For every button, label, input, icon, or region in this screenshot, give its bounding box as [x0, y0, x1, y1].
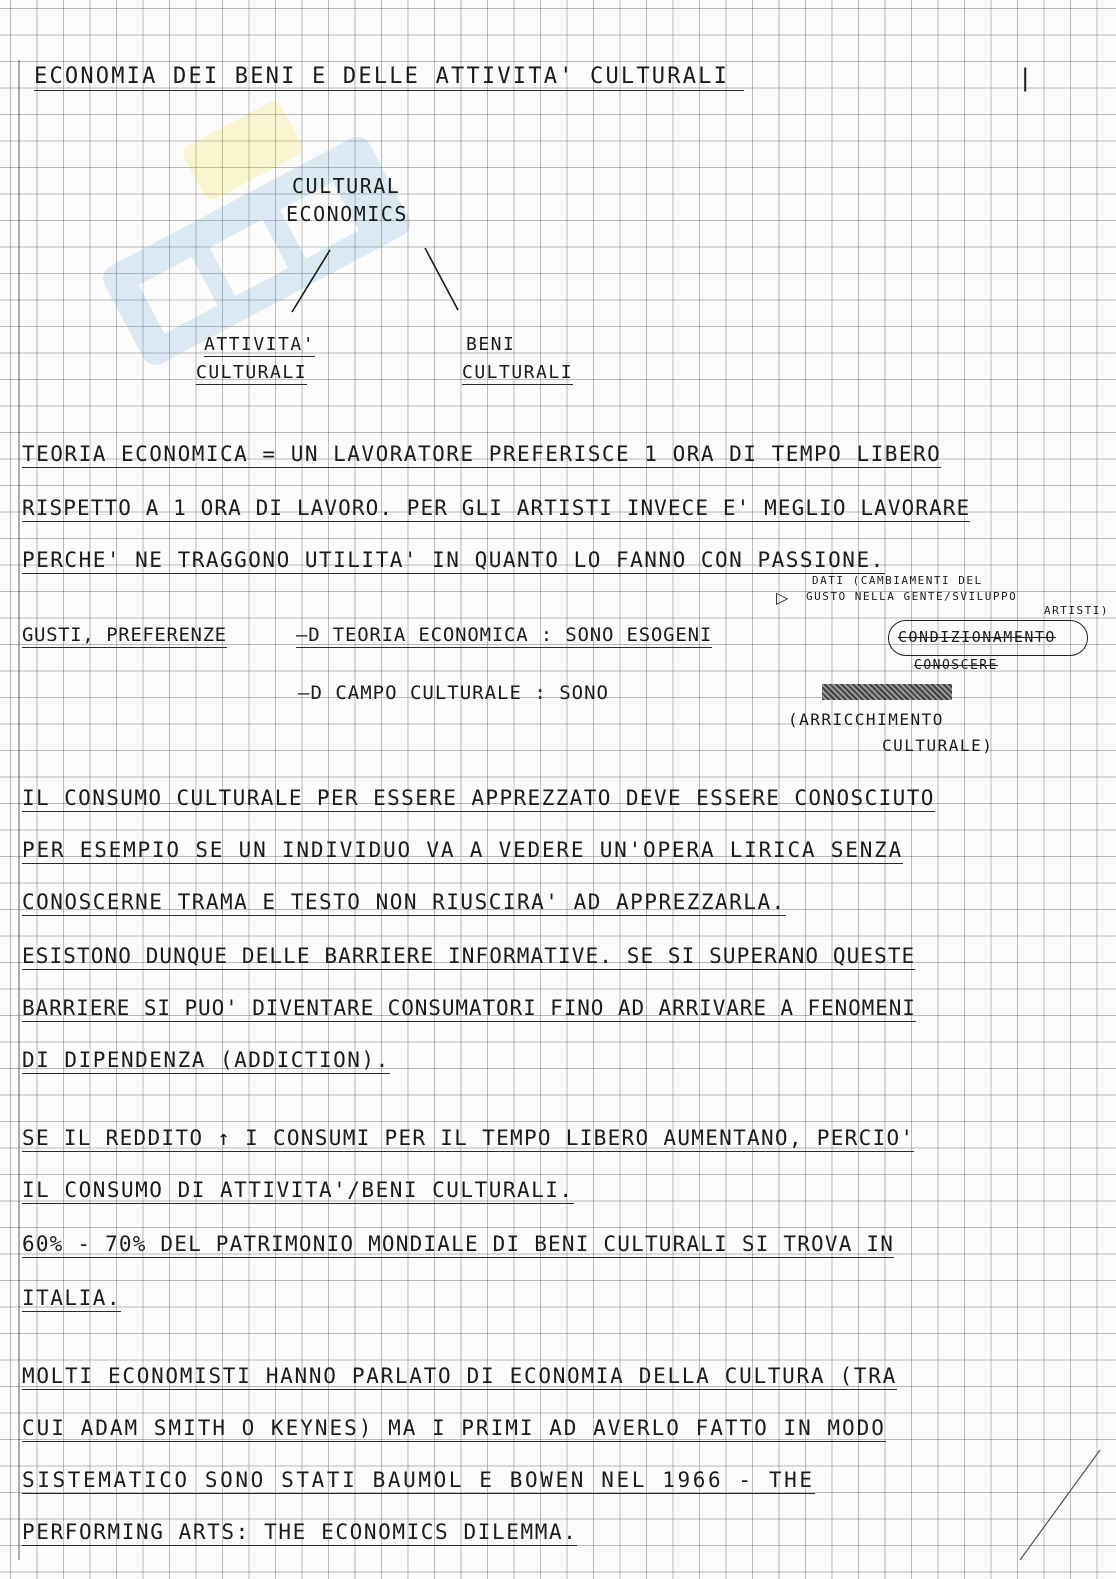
note-line: SE IL REDDITO ↑ I CONSUMI PER IL TEMPO LIBERO AUMENTANO, PERCIO' [22, 1126, 915, 1150]
page-title: ECONOMIA DEI BENI E DELLE ATTIVITA' CULTURALI [34, 64, 744, 91]
side-note-line: DATI (CAMBIAMENTI DEL [812, 574, 983, 587]
diagram-left-line2: CULTURALI [196, 362, 308, 383]
note-line: TEORIA ECONOMICA = UN LAVORATORE PREFERISCE 1 ORA DI TEMPO LIBERO [22, 442, 942, 466]
note-line: ITALIA. [22, 1286, 122, 1310]
diagram-right-line1: BENI [466, 334, 516, 355]
gusti-label: GUSTI, PREFERENZE [22, 624, 227, 646]
side-note-line: GUSTO NELLA GENTE/SVILUPPO [806, 590, 1018, 603]
bracket-2-line2: CULTURALE) [882, 736, 994, 755]
note-line: ESISTONO DUNQUE DELLE BARRIERE INFORMATIVE. SE SI SUPERANO QUESTE [22, 944, 916, 968]
title-end-mark: | [1018, 64, 1034, 92]
diagram-branch-lines [280, 240, 480, 330]
note-line: BARRIERE SI PUO' DIVENTARE CONSUMATORI FINO AD ARRIVARE A FENOMENI [22, 996, 916, 1020]
side-note-arrow-icon: ▷ [776, 588, 789, 607]
bracket-2-line1: (ARRICCHIMENTO [788, 710, 944, 729]
page-corner-fold [1010, 1440, 1110, 1570]
gusti-arrow-2: —D CAMPO CULTURALE : SONO [298, 682, 609, 704]
note-line: PERFORMING ARTS: THE ECONOMICS DILEMMA. [22, 1520, 578, 1544]
gusti-arrow-1: —D TEORIA ECONOMICA : SONO ESOGENI [296, 624, 713, 646]
note-line: CONOSCERNE TRAMA E TESTO NON RIUSCIRA' AD APPREZZARLA. [22, 890, 786, 914]
note-line: DI DIPENDENZA (ADDICTION). [22, 1048, 390, 1072]
note-line: IL CONSUMO CULTURALE PER ESSERE APPREZZATO DEVE ESSERE CONOSCIUTO [22, 786, 935, 810]
diagram-left-line1: ATTIVITA' [204, 334, 316, 355]
diagram-root-line2: ECONOMICS [286, 202, 408, 226]
note-line: PERCHE' NE TRAGGONO UTILITA' IN QUANTO LO FANNO CON PASSIONE. [22, 548, 885, 572]
note-line: IL CONSUMO DI ATTIVITA'/BENI CULTURALI. [22, 1178, 574, 1202]
bracket-1-text: CONDIZIONAMENTO [898, 628, 1056, 646]
note-line: PER ESEMPIO SE UN INDIVIDUO VA A VEDERE UN'OPERA LIRICA SENZA [22, 838, 904, 862]
crossed-out-word [822, 684, 952, 700]
note-line: SISTEMATICO SONO STATI BAUMOL E BOWEN NEL 1966 - THE [22, 1468, 815, 1492]
side-note-line: ARTISTI) [1044, 604, 1109, 617]
note-line: MOLTI ECONOMISTI HANNO PARLATO DI ECONOMIA DELLA CULTURA (TRA [22, 1364, 897, 1388]
diagram-root-line1: CULTURAL [292, 174, 401, 198]
note-line: CUI ADAM SMITH O KEYNES) MA I PRIMI AD AVERLO FATTO IN MODO [22, 1416, 886, 1440]
bracket-1-text-b: CONOSCERE [914, 658, 998, 673]
diagram-right-line2: CULTURALI [462, 362, 574, 383]
note-line: RISPETTO A 1 ORA DI LAVORO. PER GLI ARTISTI INVECE E' MEGLIO LAVORARE [22, 496, 971, 520]
note-line: 60% - 70% DEL PATRIMONIO MONDIALE DI BENI CULTURALI SI TROVA IN [22, 1232, 895, 1256]
margin-line [18, 60, 20, 1560]
